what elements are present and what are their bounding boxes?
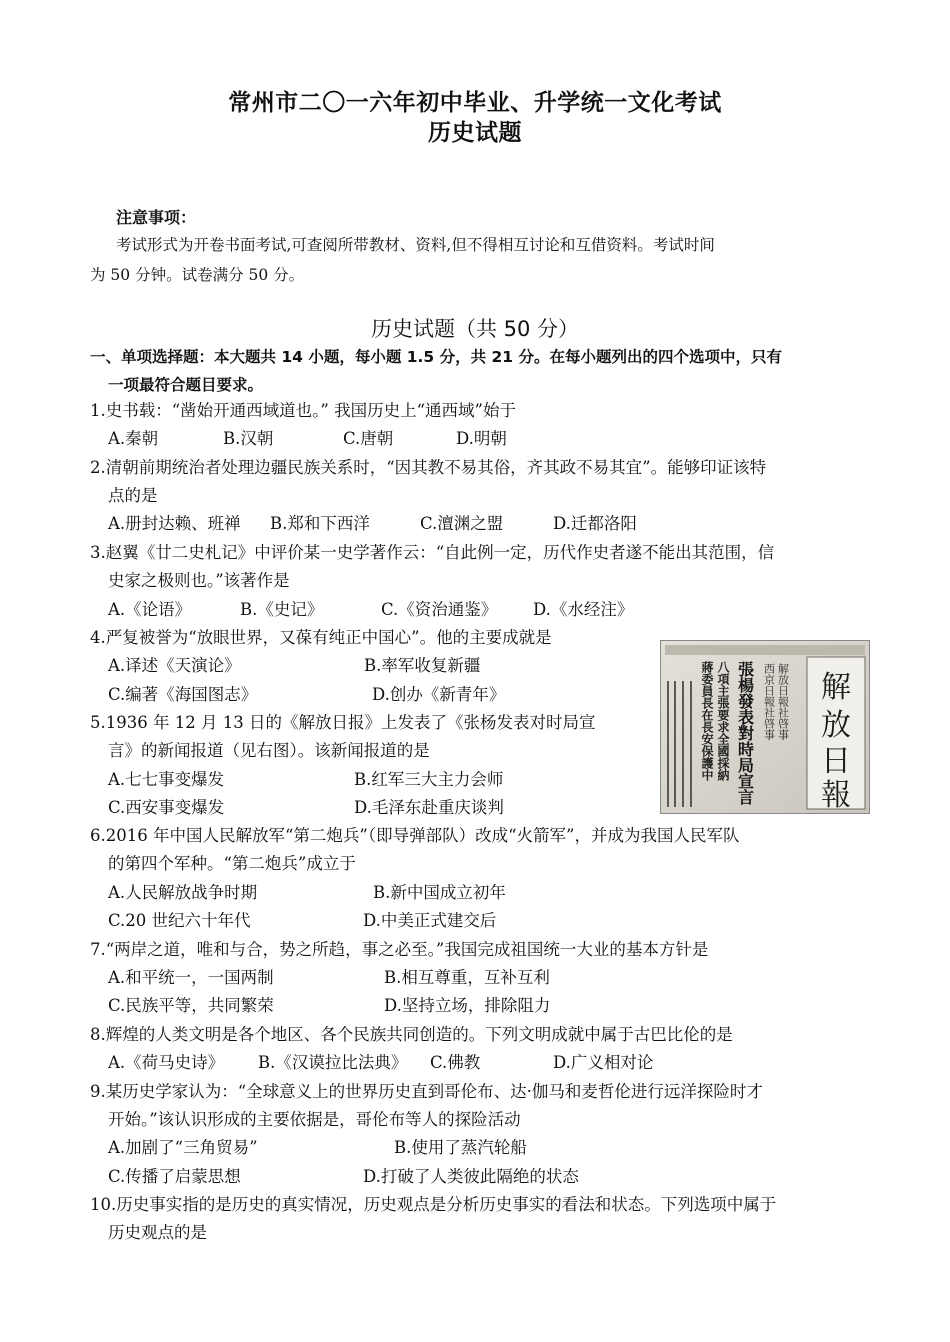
question-8-option-c[interactable]: C.佛教 — [430, 1053, 481, 1072]
exam-title: 常州市二〇一六年初中毕业、升学统一文化考试 — [228, 90, 722, 116]
question-5-option-b[interactable]: B.红军三大主力会师 — [354, 770, 504, 789]
question-10-stem-cont: 历史观点的是 — [108, 1223, 207, 1242]
question-9-option-b[interactable]: B.使用了蒸汽轮船 — [394, 1138, 527, 1157]
question-6-stem: 6.2016 年中国人民解放军“第二炮兵”（即导弹部队）改成“火箭军”，并成为我国人民军队 — [90, 826, 740, 845]
part-one-line-1: 一、单项选择题：本大题共 14 小题，每小题 1.5 分，共 21 分。在每小题列出的四个选项中，只有 — [90, 348, 782, 366]
question-5-option-c[interactable]: C.西安事变爆发 — [108, 798, 225, 817]
question-5-stem-cont: 言》的新闻报道（见右图）。该新闻报道的是 — [108, 741, 430, 760]
notice-body — [90, 230, 865, 290]
exam-subtitle: 历史试题 — [428, 120, 522, 146]
notice-line-1: 考试形式为开卷书面考试,可查阅所带教材、资料,但不得相互讨论和互借资料。考试时间 — [116, 236, 715, 254]
masthead-char-4: 報 — [821, 778, 851, 813]
question-7-stem: 7.“两岸之道，唯和与合，势之所趋，事之必至。”我国完成祖国统一大业的基本方针是 — [90, 940, 709, 959]
question-9-stem-cont: 开始。”该认识形成的主要依据是，哥伦布等人的探险活动 — [108, 1110, 521, 1129]
question-3-option-c[interactable]: C.《资治通鉴》 — [381, 600, 498, 619]
section-title: 历史试题（共 50 分） — [370, 317, 580, 341]
question-6-stem-cont: 的第四个军种。“第二炮兵”成立于 — [108, 854, 356, 873]
question-6-option-a[interactable]: A.人民解放战争时期 — [108, 883, 258, 902]
question-6-option-d[interactable]: D.中美正式建交后 — [363, 911, 497, 930]
headline: 張楊發表對時局宣言 — [735, 661, 755, 805]
question-5-stem: 5.1936 年 12 月 13 日的《解放日报》上发表了《张杨发表对时局宣 — [90, 713, 596, 732]
question-7-option-c[interactable]: C.民族平等，共同繁荣 — [108, 996, 274, 1015]
part-one-instructions — [90, 343, 870, 399]
question-5-option-a[interactable]: A.七七事变爆发 — [108, 770, 225, 789]
subhead-1: 八項主張要求全國採納 — [716, 661, 730, 781]
question-4-option-c[interactable]: C.编著《海国图志》 — [108, 685, 258, 704]
question-1-option-b[interactable]: B.汉朝 — [223, 429, 274, 448]
question-9-stem: 9.某历史学家认为：“全球意义上的世界历史直到哥伦布、达·伽马和麦哲伦进行远洋探险时才 — [90, 1082, 763, 1101]
question-8-option-a[interactable]: A.《荷马史诗》 — [108, 1053, 225, 1072]
newspaper-top-strip — [665, 645, 865, 655]
subhead-2: 蔣委員長在長安保護中 — [700, 661, 714, 781]
question-3-stem-cont: 史家之极则也。”该著作是 — [108, 571, 290, 590]
question-7-option-d[interactable]: D.坚持立场，排除阻力 — [384, 996, 551, 1015]
question-2-stem: 2.清朝前期统治者处理边疆民族关系时，“因其教不易其俗，齐其政不易其宜”。能够印证该特 — [90, 458, 767, 477]
question-1-option-a[interactable]: A.秦朝 — [108, 429, 159, 448]
question-2-option-d[interactable]: D.迁都洛阳 — [553, 514, 637, 533]
question-6-option-c[interactable]: C.20 世纪六十年代 — [108, 911, 251, 930]
question-2-option-c[interactable]: C.澶渊之盟 — [420, 514, 504, 533]
question-1-option-d[interactable]: D.明朝 — [456, 429, 507, 448]
question-2-stem-cont: 点的是 — [108, 486, 158, 505]
question-10-stem: 10.历史事实指的是历史的真实情况，历史观点是分析历史事实的看法和状态。下列选项中属于 — [90, 1195, 777, 1214]
question-9-option-a[interactable]: A.加剧了“三角贸易” — [108, 1138, 258, 1157]
masthead-char-2: 放 — [821, 708, 851, 743]
question-6-option-b[interactable]: B.新中国成立初年 — [373, 883, 506, 902]
question-3-option-b[interactable]: B.《史记》 — [240, 600, 324, 619]
question-9-option-d[interactable]: D.打破了人类彼此隔绝的状态 — [363, 1167, 579, 1186]
newspaper-image — [660, 640, 870, 814]
question-8-stem: 8.辉煌的人类文明是各个地区、各个民族共同创造的。下列文明成就中属于古巴比伦的是 — [90, 1025, 733, 1044]
question-1-option-c[interactable]: C.唐朝 — [343, 429, 394, 448]
question-4-stem: 4.严复被誉为“放眼世界，又葆有纯正中国心”。他的主要成就是 — [90, 628, 552, 647]
masthead-char-3: 日 — [821, 744, 851, 779]
notice-heading: 注意事项： — [116, 208, 197, 227]
question-8-option-d[interactable]: D.广义相对论 — [553, 1053, 654, 1072]
question-3-option-a[interactable]: A.《论语》 — [108, 600, 192, 619]
question-4-option-b[interactable]: B.率军收复新疆 — [364, 656, 481, 675]
newspaper-illustration — [661, 641, 869, 813]
question-1-stem: 1.史书载：“凿始开通西域道也。” 我国历史上“通西域”始于 — [90, 401, 516, 420]
notice-column-2: 解放日報社啓事 — [776, 663, 790, 740]
notice-line-2: 为 50 分钟。试卷满分 50 分。 — [90, 266, 305, 284]
question-4-option-d[interactable]: D.创办《新青年》 — [372, 685, 506, 704]
question-2-option-b[interactable]: B.郑和下西洋 — [270, 514, 370, 533]
question-7-option-a[interactable]: A.和平统一，一国两制 — [108, 968, 274, 987]
question-3-option-d[interactable]: D.《水经注》 — [533, 600, 634, 619]
question-5-option-d[interactable]: D.毛泽东赴重庆谈判 — [354, 798, 504, 817]
question-8-option-b[interactable]: B.《汉谟拉比法典》 — [258, 1053, 408, 1072]
masthead-char-1: 解 — [821, 670, 851, 705]
question-2-option-a[interactable]: A.册封达赖、班禅 — [108, 514, 241, 533]
notice-column-1: 西京日報社啓事 — [762, 663, 776, 740]
question-9-option-c[interactable]: C.传播了启蒙思想 — [108, 1167, 241, 1186]
question-4-option-a[interactable]: A.译述《天演论》 — [108, 656, 241, 675]
part-one-line-2: 一项最符合题目要求。 — [108, 376, 264, 394]
question-3-stem: 3.赵翼《廿二史札记》中评价某一史学著作云：“自此例一定，历代作史者遂不能出其范围，信 — [90, 543, 775, 562]
question-7-option-b[interactable]: B.相互尊重，互补互利 — [384, 968, 550, 987]
